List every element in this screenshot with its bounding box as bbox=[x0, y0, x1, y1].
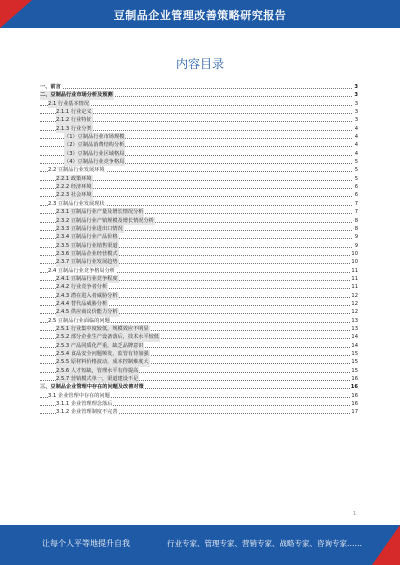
toc-row[interactable] bbox=[40, 125, 358, 133]
toc-entry-page: 9 bbox=[354, 234, 358, 241]
toc-row[interactable] bbox=[40, 283, 358, 291]
footer-slogan: 让每个人平等地提升自我 bbox=[42, 539, 130, 548]
toc-row[interactable] bbox=[40, 383, 358, 391]
toc-row[interactable] bbox=[40, 392, 358, 400]
toc-entry-label: 2.3.3 豆制品行业进出口情况 bbox=[56, 225, 123, 232]
toc-entry-page: 7 bbox=[354, 200, 358, 207]
toc-entry-page: 12 bbox=[351, 309, 358, 316]
header-title: 豆制品企业管理改善策略研究报告 bbox=[113, 9, 287, 22]
toc-entry-page: 3 bbox=[354, 117, 358, 124]
toc-row[interactable] bbox=[40, 175, 358, 183]
toc-entry-page: 8 bbox=[354, 217, 358, 224]
toc-leader-dots bbox=[40, 88, 352, 89]
toc-entry-page: 11 bbox=[351, 284, 358, 291]
toc-entry-page: 14 bbox=[351, 342, 358, 349]
toc-row[interactable] bbox=[40, 233, 358, 241]
toc-row[interactable] bbox=[40, 217, 358, 225]
toc-entry-page: 12 bbox=[351, 292, 358, 299]
toc-entry-label: 2.5.6 人才短缺，管理水平有待提高 bbox=[56, 367, 139, 374]
toc-entry-page: 16 bbox=[350, 384, 358, 391]
toc-entry-page: 5 bbox=[354, 167, 358, 174]
toc-entry-label: 2.3.2 豆制品行业产销规模及增长情况分析 bbox=[56, 217, 154, 224]
toc-row[interactable] bbox=[40, 358, 358, 366]
toc-entry-page: 4 bbox=[354, 125, 358, 132]
toc-entry-label: 2.1.2 行业特征 bbox=[56, 117, 92, 124]
toc-entry-page: 6 bbox=[354, 192, 358, 199]
toc-entry-page: 10 bbox=[351, 250, 358, 257]
toc-row[interactable] bbox=[40, 91, 358, 99]
toc-entry-label: （1）豆制品行业市场规模 bbox=[64, 134, 125, 141]
toc-row[interactable] bbox=[40, 200, 358, 208]
toc-entry-label: 2.1.3 行业分类 bbox=[56, 125, 92, 132]
header-bar bbox=[0, 0, 400, 28]
toc-entry-page: 16 bbox=[351, 392, 358, 399]
toc-entry-label: 2.4.4 替代品威胁分析 bbox=[56, 300, 108, 307]
toc-row[interactable] bbox=[40, 242, 358, 250]
toc-entry-label: 3.1.2 企业管理制度不完善 bbox=[56, 409, 118, 416]
toc-entry-page: 4 bbox=[354, 150, 358, 157]
toc-row[interactable] bbox=[40, 158, 358, 166]
toc-row[interactable] bbox=[40, 191, 358, 199]
toc-row[interactable] bbox=[40, 342, 358, 350]
toc-entry-page: 3 bbox=[354, 84, 358, 90]
toc-entry-page: 10 bbox=[351, 259, 358, 266]
toc-entry-page: 4 bbox=[354, 142, 358, 149]
toc-row[interactable] bbox=[40, 325, 358, 333]
toc-entry-label: 2.3.7 豆制品行业发展趋势 bbox=[56, 259, 118, 266]
toc-entry-page: 3 bbox=[354, 109, 358, 116]
footer-bar bbox=[0, 525, 400, 565]
toc-row[interactable] bbox=[40, 116, 358, 124]
toc-entry-label: 2.1.1 行业定义 bbox=[56, 109, 92, 116]
footer-experts: 行业专家、管理专家、营销专家、战略专家、咨询专家…… bbox=[167, 539, 362, 548]
toc-entry-label: （4）豆制品行业竞争格局 bbox=[64, 159, 125, 166]
toc-row[interactable] bbox=[40, 83, 358, 91]
toc-row[interactable] bbox=[40, 308, 358, 316]
toc-entry-label: 2.3 豆制品行业发展现状 bbox=[48, 200, 105, 207]
toc-entry-page: 15 bbox=[351, 351, 358, 357]
toc-entry-page: 3 bbox=[354, 92, 358, 99]
toc-entry-page: 5 bbox=[354, 175, 358, 182]
toc-row[interactable] bbox=[40, 400, 358, 408]
toc-row[interactable] bbox=[40, 166, 358, 174]
toc-entry-label: 2.4.5 供应商议价能力分析 bbox=[56, 309, 118, 316]
toc-entry-page: 6 bbox=[354, 184, 358, 191]
toc-entry-label: 2.4.2 行业竞争者分析 bbox=[56, 284, 108, 291]
toc-row[interactable] bbox=[40, 292, 358, 300]
toc-entry-label: 2.4.1 豆制品行业竞争程度 bbox=[56, 275, 118, 282]
toc-row[interactable] bbox=[40, 333, 358, 341]
toc-row[interactable] bbox=[40, 150, 358, 158]
toc-entry-label: 2.2.3 社会环境 bbox=[56, 192, 92, 199]
toc-entry-label: 2.5.1 行业集中度较低，规模效应不明显 bbox=[56, 325, 149, 332]
table-of-contents bbox=[40, 83, 358, 417]
toc-row[interactable] bbox=[40, 108, 358, 116]
toc-entry-page: 7 bbox=[354, 209, 358, 216]
toc-row[interactable] bbox=[40, 208, 358, 216]
toc-entry-label: （2）豆制品消费结构分析 bbox=[64, 142, 125, 149]
toc-row[interactable] bbox=[40, 275, 358, 283]
toc-row[interactable] bbox=[40, 141, 358, 149]
toc-entry-page: 11 bbox=[351, 275, 358, 282]
toc-row[interactable] bbox=[40, 133, 358, 141]
toc-row[interactable] bbox=[40, 258, 358, 266]
toc-entry-label: 2.2.2 经济环境 bbox=[56, 184, 92, 191]
toc-entry-page: 9 bbox=[354, 242, 358, 249]
toc-row[interactable] bbox=[40, 317, 358, 325]
toc-row[interactable] bbox=[40, 250, 358, 258]
toc-row[interactable] bbox=[40, 375, 358, 383]
toc-entry-page: 12 bbox=[351, 300, 358, 307]
toc-entry-page: 3 bbox=[354, 100, 358, 107]
toc-entry-label: 二、豆制品行业市场分析及预测 bbox=[40, 92, 113, 99]
toc-entry-label: 2.5.2 部分企业生产设备落后，技术水平较低 bbox=[56, 334, 160, 341]
toc-entry-page: 15 bbox=[351, 367, 358, 374]
toc-row[interactable] bbox=[40, 225, 358, 233]
toc-entry-label: 3.1.1 企业管理理念落后 bbox=[56, 401, 113, 408]
toc-entry-page: 16 bbox=[351, 401, 358, 408]
toc-entry-label: 2.3.6 豆制品企业经营模式 bbox=[56, 250, 118, 257]
toc-entry-label: （3）豆制品行业区域格局 bbox=[64, 150, 125, 157]
toc-entry-label: 2.5.4 食品安全问题频发，监管有待加强 bbox=[56, 351, 149, 357]
toc-entry-label: 三、豆制品企业管理中存在的问题及改善对策 bbox=[40, 384, 144, 391]
toc-row[interactable] bbox=[40, 367, 358, 375]
toc-entry-label: 2.5.3 产品同质化严重，缺乏品牌意识 bbox=[56, 342, 144, 349]
toc-row[interactable] bbox=[40, 350, 358, 358]
toc-entry-page: 13 bbox=[351, 325, 358, 332]
toc-entry-label: 2.3.5 豆制品行业销售渠道 bbox=[56, 242, 118, 249]
toc-entry-label: 2.5.7 营销模式单一，渠道建设不足 bbox=[56, 376, 139, 383]
toc-entry-page: 14 bbox=[351, 334, 358, 341]
page-number: 1 bbox=[352, 511, 356, 517]
toc-entry-page: 15 bbox=[351, 359, 358, 366]
toc-entry-page: 13 bbox=[351, 317, 358, 324]
toc-entry-label: 2.3.4 豆制品行业产品价格 bbox=[56, 234, 118, 241]
toc-entry-page: 16 bbox=[351, 376, 358, 383]
toc-entry-label: 2.5.5 原材料价格波动，成本控制难度大 bbox=[56, 359, 149, 366]
toc-entry-label: 2.5 豆制品行业面临的问题 bbox=[48, 317, 110, 324]
toc-row[interactable] bbox=[40, 267, 358, 275]
toc-entry-page: 5 bbox=[354, 159, 358, 166]
toc-row[interactable] bbox=[40, 183, 358, 191]
toc-entry-label: 2.3.1 豆制品行业产量及增长情况分析 bbox=[56, 209, 144, 216]
toc-entry-label: 3.1 企业管理中存在的问题 bbox=[48, 392, 110, 399]
toc-title: 内容目录 bbox=[175, 57, 224, 71]
toc-entry-page: 17 bbox=[351, 409, 358, 416]
toc-entry-label: 2.4 豆制品行业竞争格局分析 bbox=[48, 267, 115, 274]
toc-entry-label: 2.4.3 潜在进入者威胁分析 bbox=[56, 292, 118, 299]
toc-entry-page: 11 bbox=[351, 267, 358, 274]
toc-entry-page: 4 bbox=[354, 134, 358, 141]
footer-red-corner bbox=[372, 525, 400, 565]
toc-entry-page: 8 bbox=[354, 225, 358, 232]
toc-row[interactable] bbox=[40, 408, 358, 416]
toc-entry-label: 一、前言 bbox=[40, 84, 61, 90]
toc-row[interactable] bbox=[40, 100, 358, 108]
toc-entry-label: 2.2 豆制品行业发展环境 bbox=[48, 167, 105, 174]
toc-row[interactable] bbox=[40, 300, 358, 308]
toc-entry-label: 2.1 行业基本情况 bbox=[48, 100, 90, 107]
toc-entry-label: 2.2.1 政策环境 bbox=[56, 175, 92, 182]
